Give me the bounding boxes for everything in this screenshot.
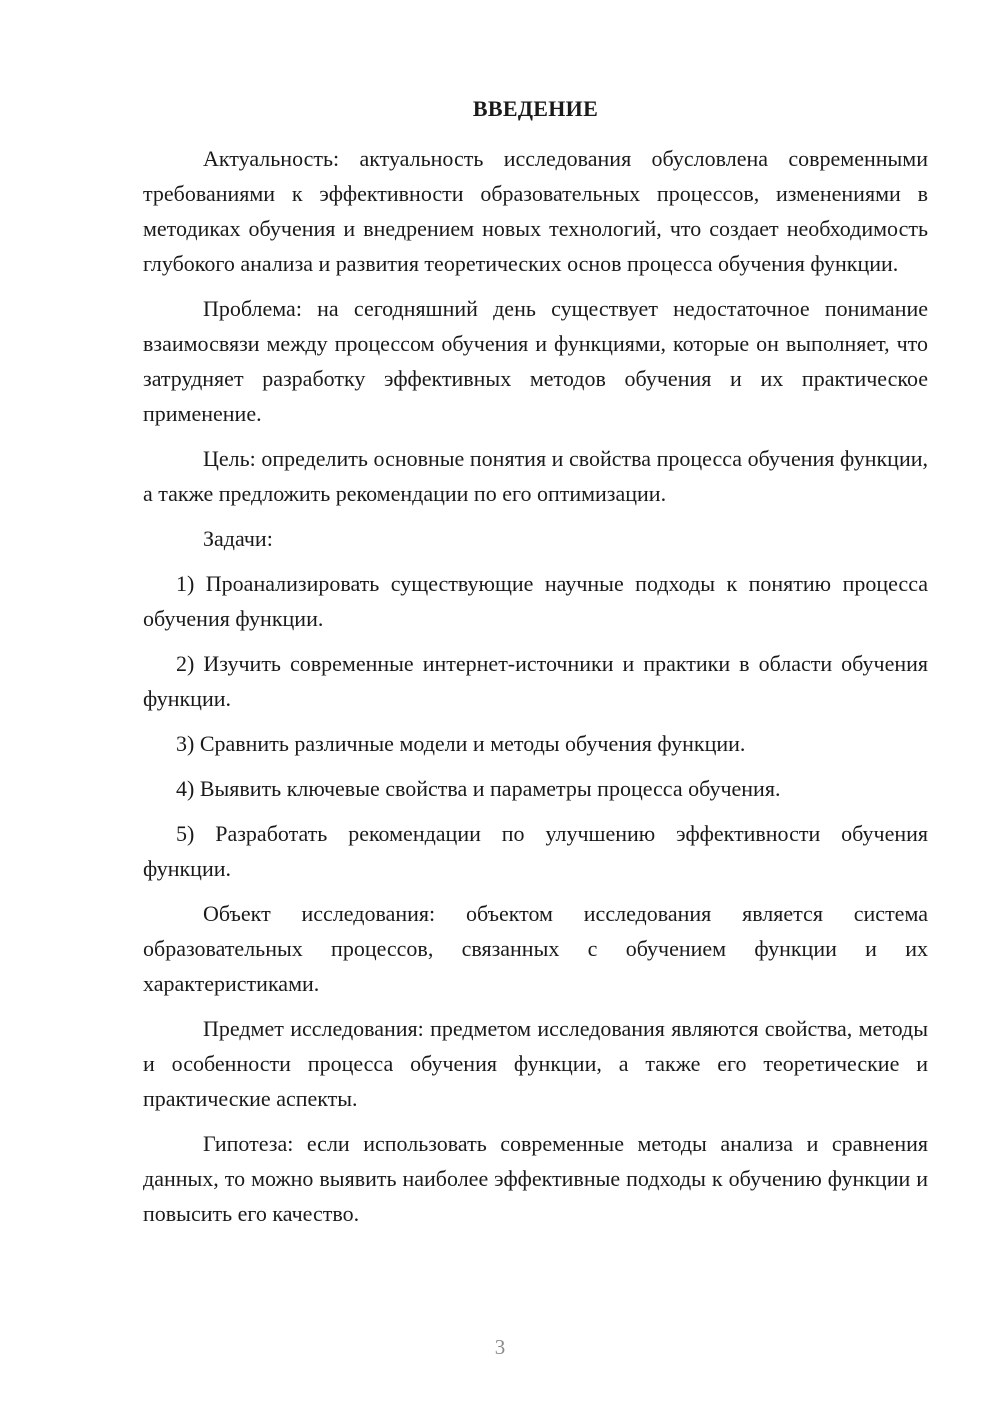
goal-paragraph: Цель: определить основные понятия и свойства процесса обучения функции, а также предложить рекомендации по его оптимизации. [143,446,928,506]
section-heading: ВВЕДЕНИЕ [472,96,599,121]
page-number: 3 [494,1335,506,1359]
task-item-2: 2) Изучить современные интернет-источники и практики в области обучения функции. [143,651,928,711]
task-item-3: 3) Сравнить различные модели и методы обучения функции. [176,731,746,756]
subject-paragraph: Предмет исследования: предметом исследования являются свойства, методы и особенности процесса обучения функции, а также его теоретические и практические аспекты. [143,1016,928,1111]
task-item-1: 1) Проанализировать существующие научные подходы к понятию процесса обучения функции. [143,571,928,631]
hypothesis-paragraph: Гипотеза: если использовать современные методы анализа и сравнения данных, то можно выявить наиболее эффективные подходы к обучению функции и повысить его качество. [143,1131,928,1226]
tasks-label: Задачи: [203,526,273,551]
document-page [143,92,928,1241]
object-paragraph: Объект исследования: объектом исследования является система образовательных процессов, связанных с обучением функции и их характеристиками. [143,901,928,996]
relevance-paragraph: Актуальность: актуальность исследования обусловлена современными требованиями к эффективности образовательных процессов, изменениями в методиках обучения и внедрением новых технологий, что создает необходимость глубокого анализа и развития теоретических основ процесса обучения функции. [143,146,928,276]
problem-paragraph: Проблема: на сегодняшний день существует недостаточное понимание взаимосвязи между процессом обучения и функциями, которые он выполняет, что затрудняет разработку эффективных методов обучения и их практическое применение. [143,296,928,426]
task-item-5: 5) Разработать рекомендации по улучшению эффективности обучения функции. [143,821,928,881]
task-item-4: 4) Выявить ключевые свойства и параметры процесса обучения. [176,776,781,801]
